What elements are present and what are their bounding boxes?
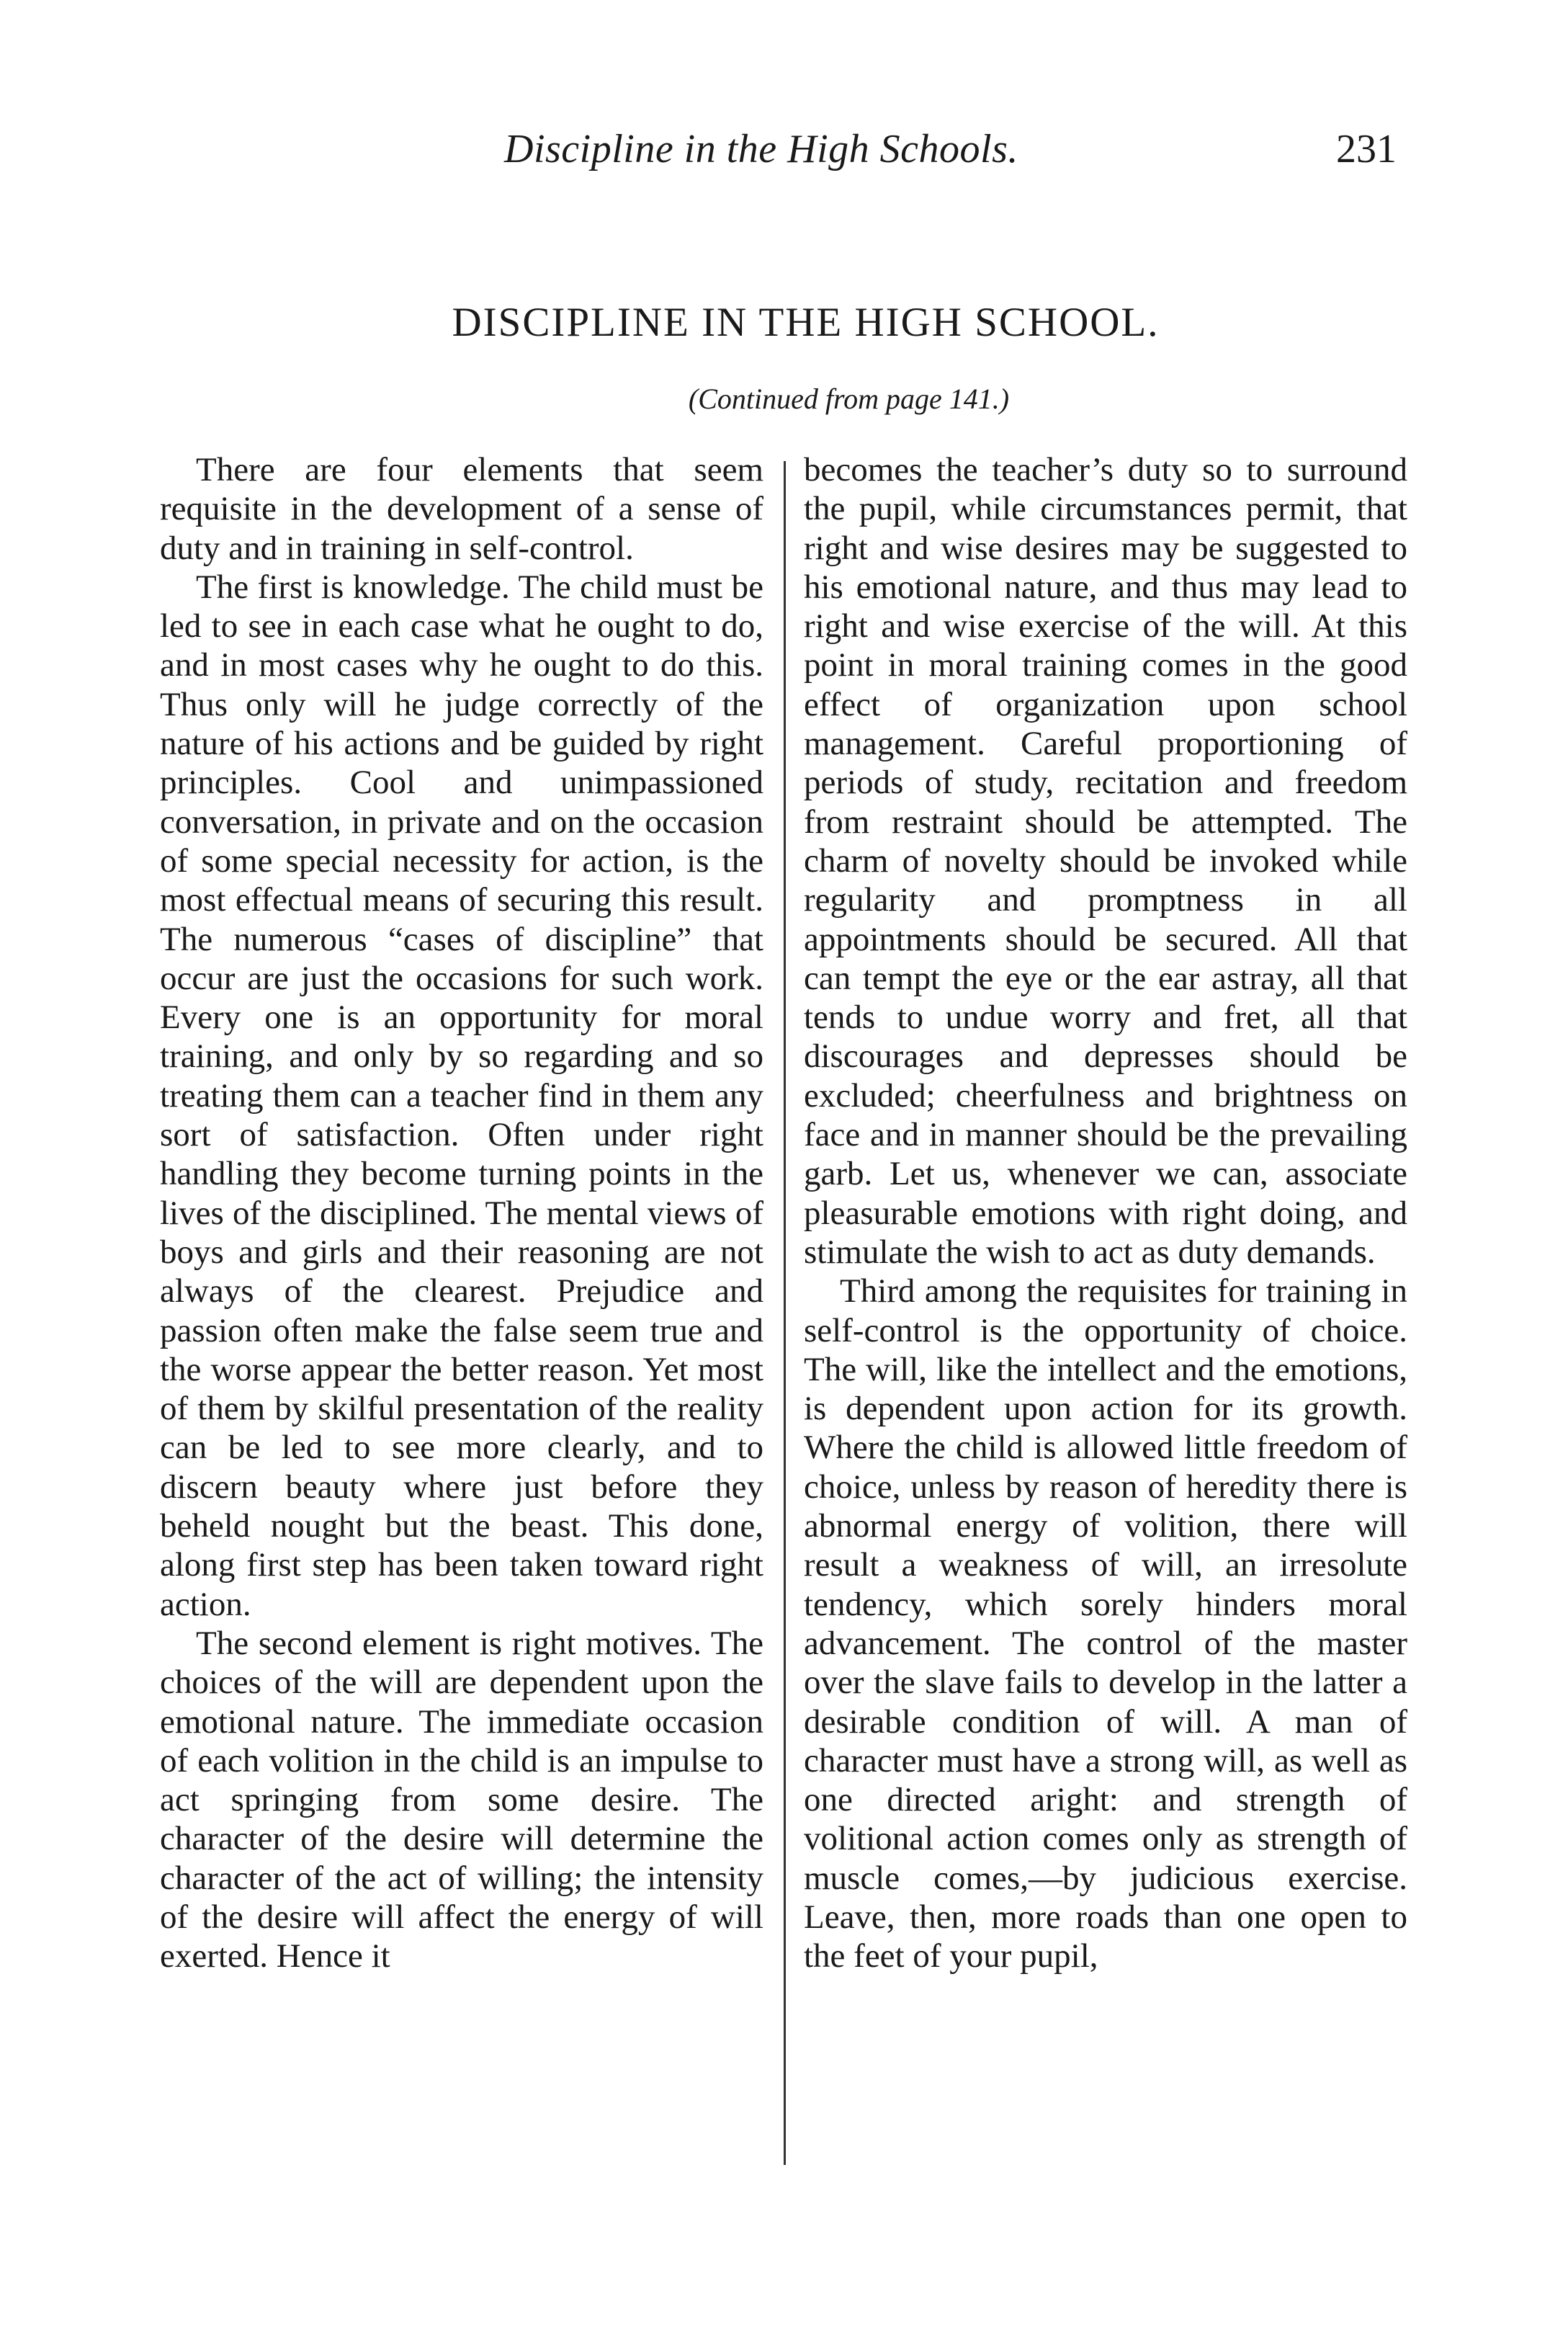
continued-note: (Continued from page 141.) bbox=[688, 383, 1010, 415]
left-column bbox=[160, 450, 763, 1976]
paragraph: The second element is right motives. The choices of the will are dependent upon the emotional nature. The immediate occasion of each volition in the child is an impulse to act springing from some desire. The character of the desire will determine the character of the act of willing; the intensity of the desire will affect the energy of will exerted. Hence it bbox=[160, 1624, 763, 1975]
paragraph: There are four elements that seem requisite in the development of a sense of duty and in training in self-control. bbox=[160, 451, 763, 567]
right-column bbox=[804, 450, 1407, 1976]
article-title: DISCIPLINE IN THE HIGH SCHOOL. bbox=[452, 300, 1160, 345]
paragraph: becomes the teacher’s duty so to surround the pupil, while circumstances permit, that right and wise desires may be suggested to his emotional nature, and thus may lead to right and wise exercise of the will. At this point in moral training comes in the good effect of organization upon school management. Careful proportioning of periods of study, recitation and freedom from restraint should be attempted. The charm of novelty should be invoked while regularity and promptness in all appointments should be secured. All that can tempt the eye or the ear astray, all that tends to undue worry and fret, all that discourages and depresses should be excluded; cheerfulness and brightness on face and in manner should be the prevailing garb. Let us, whenever we can, associate pleasurable emotions with right doing, and stimulate the wish to act as duty demands. bbox=[804, 451, 1407, 1271]
page-number: 231 bbox=[1336, 127, 1397, 171]
paragraph: The first is knowledge. The child must be led to see in each case what he ought to do, and in most cases why he ought to do this. Thus only will he judge correctly of the nature of his actions and be guided by right principles. Cool and unimpassioned conversation, in private and on the occasion of some special necessity for action, is the most effectual means of securing this result. The numerous “cases of discipline” that occur are just the occasions for such work. Every one is an opportunity for moral training, and only by so regarding and so treating them can a teacher find in them any sort of satisfaction. Often under right handling they become turning points in the lives of the disciplined. The mental views of boys and girls and their reasoning are not always of the clearest. Prejudice and passion often make the false seem true and the worse appear the better reason. Yet most of them by skilful presentation of the reality can be led to see more clearly, and to discern beauty where just before they beheld nought but the beast. This done, along first step has been taken toward right action. bbox=[160, 568, 763, 1623]
column-divider bbox=[784, 461, 786, 2165]
running-title: Discipline in the High Schools. bbox=[504, 127, 1018, 171]
paragraph: Third among the requisites for training in self-control is the opportunity of choice. The will, like the intellect and the emotions, is dependent upon action for its growth. Where the child is allowed little freedom of choice, unless by reason of heredity there is abnormal energy of volition, there will result a weakness of will, an irresolute tendency, which sorely hinders moral advancement. The control of the master over the slave fails to develop in the latter a desirable condition of will. A man of character must have a strong will, as well as one directed aright: and strength of volitional action comes only as strength of muscle comes,—by judicious exercise. Leave, then, more roads than one open to the feet of your pupil, bbox=[804, 1272, 1407, 1975]
